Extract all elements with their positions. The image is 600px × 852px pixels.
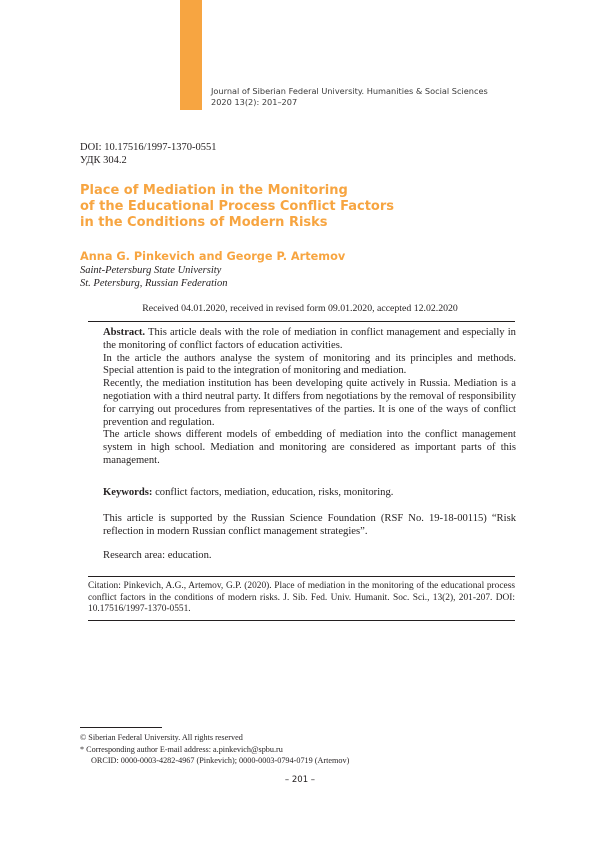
abstract-paragraph: In the article the authors analyse the system of monitoring and its principles and methods. Special attention is paid to the integration of monitoring and mediation. bbox=[103, 352, 516, 377]
keywords bbox=[103, 487, 516, 500]
abstract-label: Abstract. bbox=[103, 327, 146, 338]
citation-bottom-rule bbox=[88, 620, 515, 621]
affiliation-location: St. Petersburg, Russian Federation bbox=[80, 278, 228, 289]
keywords-label: Keywords: bbox=[103, 487, 153, 498]
abstract-paragraph: Recently, the mediation institution has been developing quite actively in Russia. Mediation is a negotiation with a third neutral party. It differs from negotiations by the removal of responsibility for carrying out procedures from representatives of the parties. It is one of the ways of conflict prevention and regulation. bbox=[103, 378, 516, 428]
journal-issue: 2020 13(2): 201–207 bbox=[211, 97, 298, 107]
footnotes bbox=[80, 732, 349, 767]
citation-top-rule bbox=[88, 576, 515, 577]
abstract bbox=[103, 327, 516, 468]
received-dates: Received 04.01.2020, received in revised form 09.01.2020, accepted 12.02.2020 bbox=[142, 303, 458, 314]
orcid: ORCID: 0000-0003-4282-4967 (Pinkevich); 0000-0003-0794-0719 (Artemov) bbox=[91, 756, 350, 765]
research-area: Research area: education. bbox=[103, 550, 212, 561]
title-line: Place of Mediation in the Monitoring bbox=[80, 183, 348, 198]
keywords-text: conflict factors, mediation, education, risks, monitoring. bbox=[155, 487, 394, 498]
doi: DOI: 10.17516/1997-1370-0551 bbox=[80, 142, 217, 153]
authors: Anna G. Pinkevich and George P. Artemov bbox=[80, 250, 346, 263]
funding-note: This article is supported by the Russian Science Foundation (RSF No. 19-18-00115) “Risk reflection in modern Russian conflict management strategies”. bbox=[103, 513, 516, 537]
abstract-paragraph: The article shows different models of embedding of mediation into the conflict management system in high school. Mediation and monitoring are considered as important parts of this management. bbox=[103, 429, 516, 466]
page-number: – 201 – bbox=[284, 775, 316, 785]
title-line: of the Educational Process Conflict Factors bbox=[80, 199, 395, 214]
journal-name: Journal of Siberian Federal University. Humanities & Social Sciences bbox=[211, 86, 488, 96]
article-title bbox=[80, 183, 440, 231]
affiliation-university: Saint-Petersburg State University bbox=[80, 265, 222, 276]
accent-bar bbox=[180, 0, 202, 110]
footnote-rule bbox=[80, 727, 162, 728]
corresponding-author: * Corresponding author E-mail address: a.pinkevich@spbu.ru bbox=[80, 744, 283, 754]
udc: УДК 304.2 bbox=[80, 155, 127, 166]
citation: Citation: Pinkevich, A.G., Artemov, G.P. (2020). Place of mediation in the monitoring of the educational process conflict factors in the conditions of modern risks. J. Sib. Fed. Univ. Humanit. Soc. Sci., 13(2), 201-207. DOI: 10.17516/1997-1370-0551. bbox=[88, 581, 515, 615]
affiliation bbox=[80, 264, 227, 290]
journal-header bbox=[211, 86, 531, 108]
copyright-note: © Siberian Federal University. All rights reserved bbox=[80, 733, 243, 742]
title-line: in the Conditions of Modern Risks bbox=[80, 215, 328, 230]
abstract-intro: This article deals with the role of mediation in conflict management and especially in the monitoring of conflict factors of education activities. bbox=[103, 327, 516, 351]
identifiers bbox=[80, 141, 217, 167]
abstract-top-rule bbox=[88, 321, 515, 322]
